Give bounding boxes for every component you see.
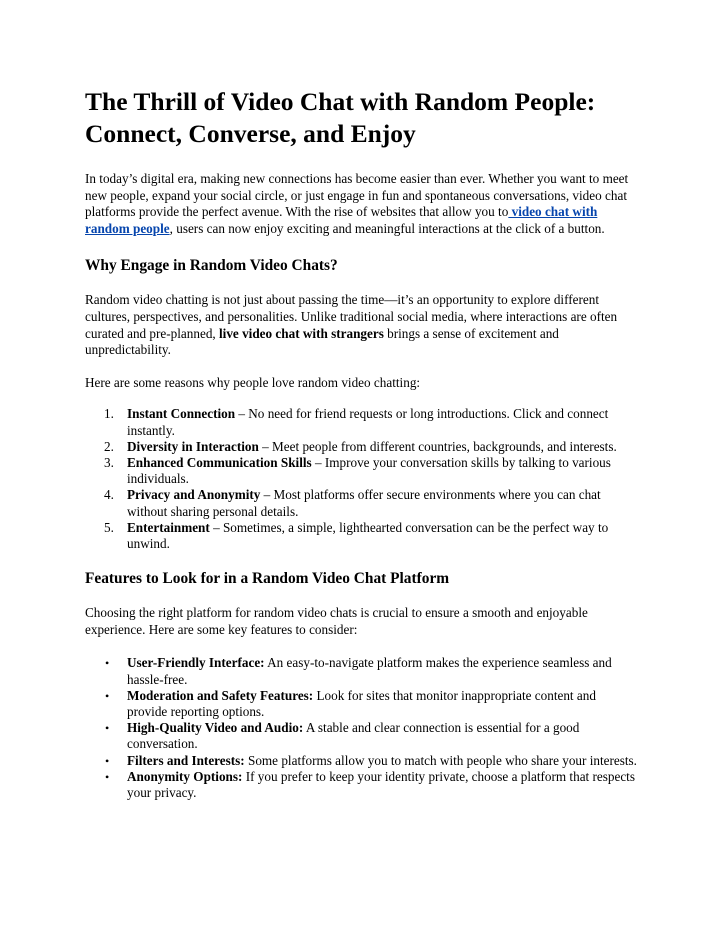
intro-paragraph	[85, 171, 637, 237]
item-text: Look for sites that monitor inappropriate content and provide reporting options.	[127, 687, 596, 719]
item-text: – Most platforms offer secure environments where you can chat without sharing personal details.	[127, 487, 601, 519]
list-number: 4.	[104, 487, 114, 503]
item-text: Some platforms allow you to match with people who share your interests.	[244, 752, 637, 768]
list-number: 1.	[104, 406, 114, 422]
video-chat-link[interactable]: video chat with random people	[85, 204, 598, 236]
bullet-icon: •	[105, 688, 110, 703]
list-number: 3.	[104, 454, 114, 470]
item-text: If you prefer to keep your identity private, choose a platform that respects your privacy.	[127, 768, 635, 800]
item-title: Entertainment	[127, 519, 210, 535]
list-item	[85, 406, 637, 438]
item-title: Moderation and Safety Features:	[127, 687, 314, 703]
item-title: User-Friendly Interface:	[127, 655, 265, 671]
list-item	[85, 455, 637, 487]
intro-text-before-link: In today’s digital era, making new connections has become easier than ever. Whether you want to meet new people, expand your social circle, or just engage in fun and spontaneous conversations, video chat platforms provide the perfect avenue. With the rise of websites that allow you to	[85, 171, 629, 220]
why-text: Random video chatting is not just about passing the time—it’s an opportunity to explore different cultures, perspectives, and personalities. Unlike traditional social media, where interactions are often curated and pre-planned,	[85, 292, 618, 341]
list-item	[85, 655, 637, 687]
list-item	[85, 753, 637, 769]
list-item	[85, 520, 637, 552]
list-number: 5.	[104, 519, 114, 535]
reasons-list	[85, 406, 637, 552]
item-text: – Meet people from different countries, backgrounds, and interests.	[258, 438, 617, 454]
item-title: Enhanced Communication Skills	[127, 454, 312, 470]
item-text: – Sometimes, a simple, lighthearted conversation can be the perfect way to unwind.	[127, 519, 609, 551]
section-heading-features: Features to Look for in a Random Video Chat Platform	[85, 570, 450, 588]
bullet-icon: •	[105, 769, 110, 784]
intro-text-after-link: , users can now enjoy exciting and meaningful interactions at the click of a button.	[169, 220, 605, 236]
list-item	[85, 439, 637, 455]
why-bold-phrase: live video chat with strangers	[219, 325, 384, 341]
item-title: Privacy and Anonymity	[127, 487, 261, 503]
item-title: High-Quality Video and Audio:	[127, 720, 304, 736]
list-item	[85, 720, 637, 752]
list-item	[85, 769, 637, 801]
bullet-icon: •	[105, 721, 110, 736]
document-page	[85, 86, 637, 801]
list-item	[85, 688, 637, 720]
item-text: A stable and clear connection is essential for a good conversation.	[127, 720, 580, 752]
bullet-icon: •	[105, 753, 110, 768]
features-paragraph: Choosing the right platform for random video chats is crucial to ensure a smooth and enjoyable experience. Here are some key features to consider:	[85, 605, 588, 637]
item-title: Anonymity Options:	[127, 768, 243, 784]
reasons-lead: Here are some reasons why people love random video chatting:	[85, 374, 421, 390]
item-title: Filters and Interests:	[127, 752, 245, 768]
item-title: Diversity in Interaction	[127, 438, 259, 454]
list-item	[85, 487, 637, 519]
item-title: Instant Connection	[127, 406, 236, 422]
item-text: – No need for friend requests or long introductions. Click and connect instantly.	[127, 406, 609, 438]
item-text: An easy-to-navigate platform makes the experience seamless and hassle-free.	[127, 655, 612, 687]
why-text-end: brings a sense of excitement and unpredictability.	[85, 325, 559, 358]
item-text: – Improve your conversation skills by talking to various individuals.	[127, 454, 611, 487]
why-paragraph	[85, 292, 637, 358]
list-number: 2.	[104, 438, 114, 454]
bullet-icon: •	[105, 656, 110, 671]
section-heading-why: Why Engage in Random Video Chats?	[85, 257, 338, 275]
page-title: The Thrill of Video Chat with Random People: Connect, Converse, and Enjoy	[85, 87, 596, 148]
features-list	[85, 655, 637, 801]
